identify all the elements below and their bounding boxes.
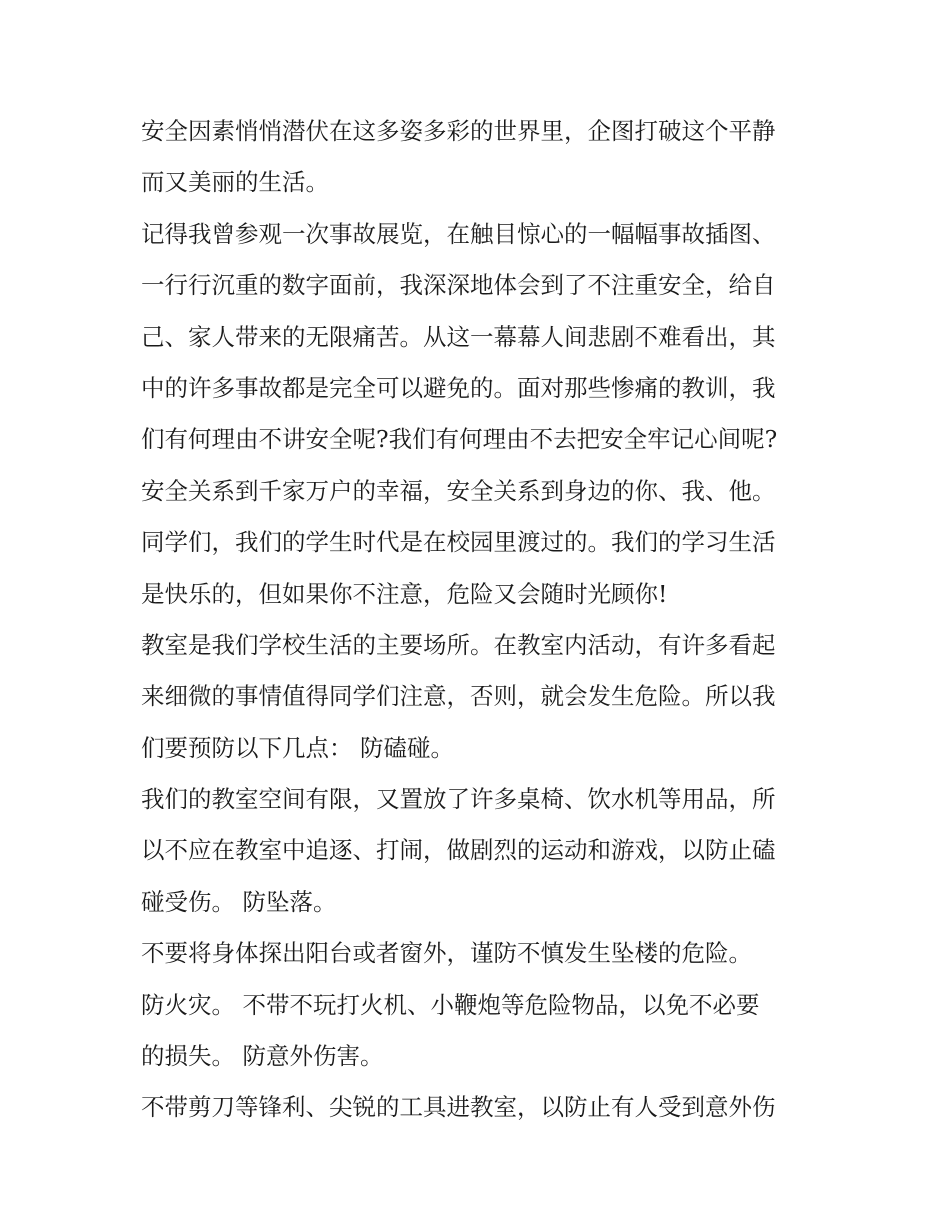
text-line: 安全因素悄悄潜伏在这多姿多彩的世界里，企图打破这个平静 — [141, 117, 776, 145]
text-line: 不要将身体探出阳台或者窗外，谨防不慎发生坠楼的危险。 — [141, 939, 752, 968]
text-line: 碰受伤。 防坠落。 — [141, 887, 337, 916]
text-line: 来细微的事情值得同学们注意，否则，就会发生危险。所以我 — [141, 682, 776, 711]
text-line: 安全关系到千家万户的幸福，安全关系到身边的你、我、他。 — [141, 476, 776, 505]
text-line: 中的许多事故都是完全可以避免的。面对那些惨痛的教训，我 — [141, 373, 776, 402]
text-line: 防火灾。 不带不玩打火机、小鞭炮等危险物品，以免不必要 — [141, 990, 760, 1019]
text-line: 同学们，我们的学生时代是在校园里渡过的。我们的学习生活 — [141, 528, 776, 557]
text-line: 一行行沉重的数字面前，我深深地体会到了不注重安全，给自 — [141, 271, 776, 300]
text-line: 教室是我们学校生活的主要场所。在教室内活动，有许多看起 — [141, 630, 776, 659]
document-body — [141, 106, 821, 1134]
text-line: 以不应在教室中追逐、打闹，做剧烈的运动和游戏，以防止磕 — [141, 836, 776, 865]
text-line: 记得我曾参观一次事故展览，在触目惊心的一幅幅事故插图、 — [141, 219, 776, 248]
text-line: 而又美丽的生活。 — [141, 168, 329, 197]
text-line: 己、家人带来的无限痛苦。从这一幕幕人间悲剧不难看出，其 — [141, 322, 776, 351]
text-line: 我们的教室空间有限，又置放了许多桌椅、饮水机等用品，所 — [141, 785, 776, 814]
text-line: 们要预防以下几点： 防磕碰。 — [141, 733, 454, 762]
text-line: 们有何理由不讲安全呢?我们有何理由不去把安全牢记心间呢? — [141, 425, 778, 454]
text-line: 不带剪刀等锋利、尖锐的工具进教室，以防止有人受到意外伤 — [141, 1093, 776, 1122]
text-line: 是快乐的，但如果你不注意，危险又会随时光顾你! — [141, 579, 668, 608]
text-line: 的损失。 防意外伤害。 — [141, 1042, 384, 1071]
